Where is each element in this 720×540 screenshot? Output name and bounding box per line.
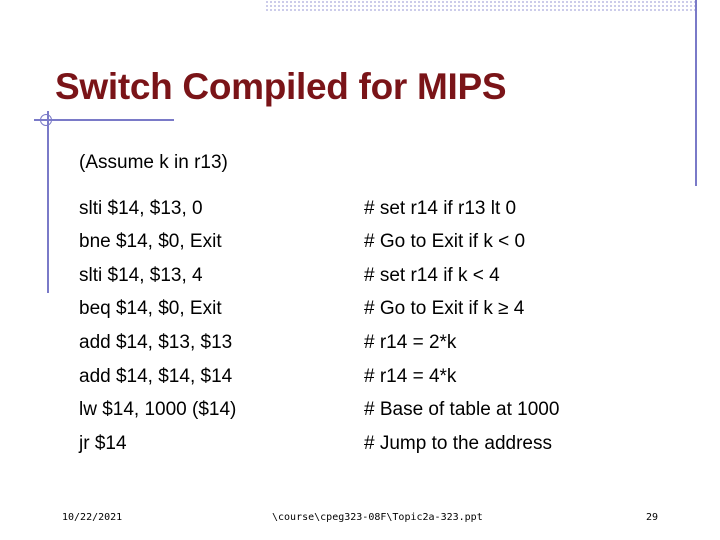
instruction: add $14, $13, $13	[79, 332, 233, 353]
instruction: slti $14, $13, 0	[79, 198, 203, 219]
code-row	[0, 366, 720, 396]
slide-title: Switch Compiled for MIPS	[55, 66, 507, 107]
instruction-comment: # r14 = 2*k	[364, 332, 457, 353]
code-row	[0, 399, 720, 429]
footer-date: 10/22/2021	[62, 512, 123, 523]
instruction-comment: # set r14 if k < 4	[364, 265, 500, 286]
code-row	[0, 265, 720, 295]
code-row	[0, 433, 720, 463]
footer-file-path: \course\cpeg323-08F\Topic2a-323.ppt	[272, 512, 483, 523]
code-row	[0, 332, 720, 362]
footer-page-number: 29	[646, 512, 659, 523]
top-dotted-band	[265, 0, 695, 12]
code-row	[0, 231, 720, 261]
crosshair-circle	[40, 114, 52, 126]
instruction-comment: # Go to Exit if k < 0	[364, 231, 526, 252]
instruction-comment: # Go to Exit if k ≥ 4	[364, 298, 525, 319]
instruction-comment: # set r14 if r13 lt 0	[364, 198, 517, 219]
instruction: lw $14, 1000 ($14)	[79, 399, 237, 420]
instruction-comment: # Base of table at 1000	[364, 399, 560, 420]
title-underline-rule	[34, 119, 174, 121]
code-row	[0, 198, 720, 228]
assumption-note: (Assume k in r13)	[79, 152, 228, 173]
instruction-comment: # Jump to the address	[364, 433, 552, 454]
instruction: beq $14, $0, Exit	[79, 298, 222, 319]
instruction: add $14, $14, $14	[79, 366, 233, 387]
instruction: bne $14, $0, Exit	[79, 231, 222, 252]
instruction: slti $14, $13, 4	[79, 265, 203, 286]
instruction: jr $14	[79, 433, 127, 454]
code-row	[0, 298, 720, 328]
instruction-comment: # r14 = 4*k	[364, 366, 457, 387]
right-vertical-rule	[695, 0, 697, 186]
